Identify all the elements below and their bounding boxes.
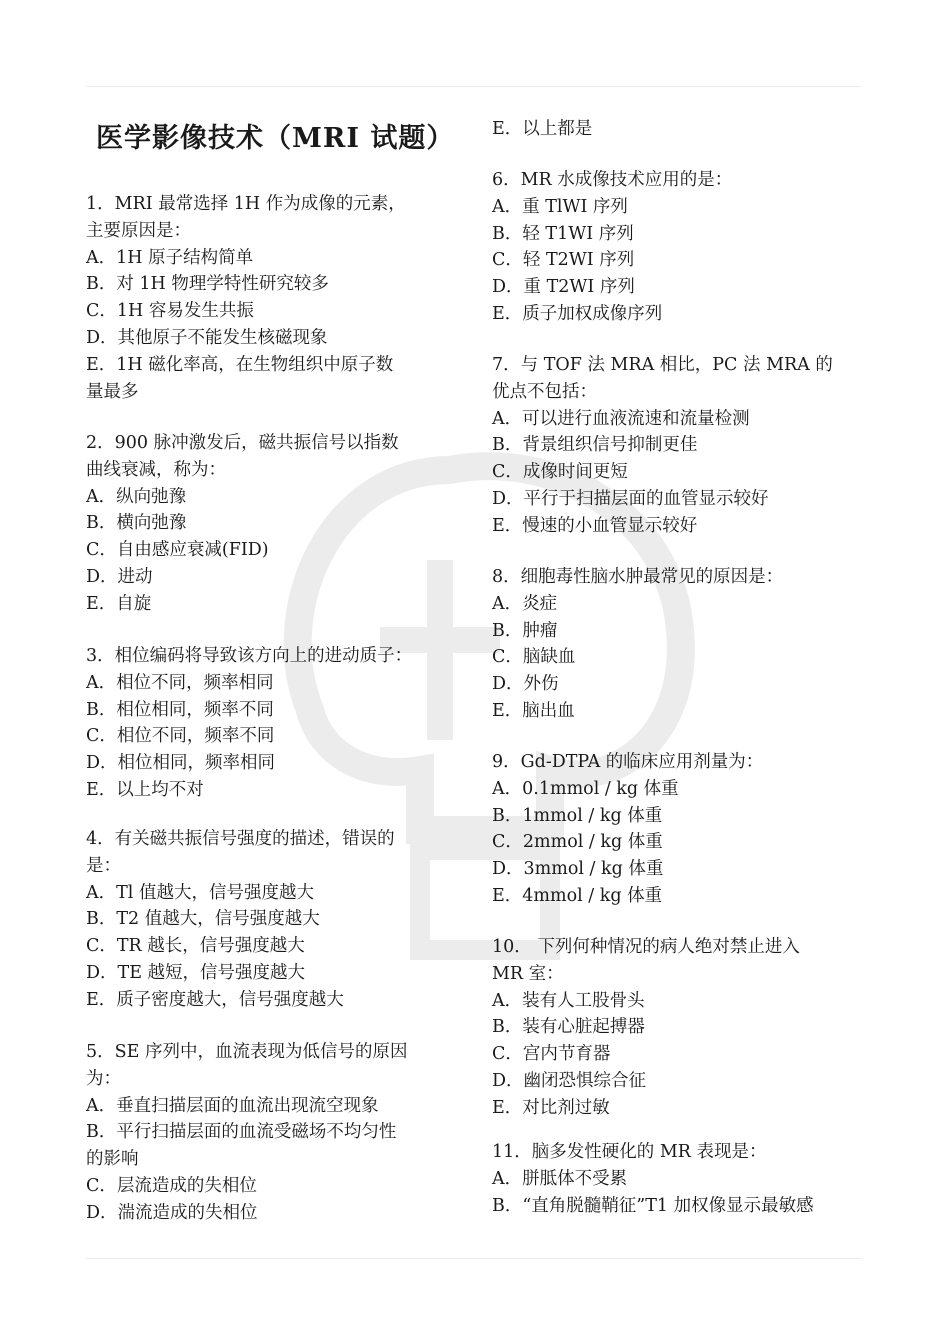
question-2 — [86, 430, 471, 618]
option-c: C．轻 T2WI 序列 — [492, 250, 635, 271]
question-10 — [492, 934, 872, 1122]
question-stem: 曲线衰减，称为： — [86, 459, 226, 480]
option-d: D．重 T2WI 序列 — [492, 277, 635, 298]
footer-rule — [86, 1258, 862, 1259]
option-e: E．脑出血 — [492, 700, 575, 721]
option-e: E．以上都是 — [492, 119, 593, 139]
option-e: E．4mmol / kg 体重 — [492, 885, 663, 906]
option-c: C．宫内节育器 — [492, 1044, 611, 1065]
option-b: B．横向弛豫 — [86, 513, 187, 534]
question-1 — [86, 191, 471, 405]
option-b: B．装有心脏起搏器 — [492, 1017, 645, 1038]
option-b: B．1mmol / kg 体重 — [492, 805, 663, 826]
option-e: E．以上均不对 — [86, 779, 204, 800]
option-d: D．相位相同，频率相同 — [86, 753, 276, 774]
question-stem: 2．900 脉冲激发后，磁共振信号以指数 — [86, 433, 399, 453]
option-a: A．装有人工股骨头 — [492, 990, 645, 1011]
question-3 — [86, 643, 471, 804]
option-a: A．重 TlWI 序列 — [492, 196, 628, 217]
option-c: C．1H 容易发生共振 — [86, 301, 254, 322]
option-a: A．炎症 — [492, 593, 558, 614]
question-5-continued — [492, 116, 872, 143]
option-b: B．T2 值越大，信号强度越大 — [86, 909, 320, 930]
option-e: E．1H 磁化率高，在生物组织中原子数 — [86, 354, 394, 375]
option-d: D．幽闭恐惧综合征 — [492, 1070, 647, 1091]
option-d: D．平行于扫描层面的血管显示较好 — [492, 488, 769, 509]
option-a: A．纵向弛豫 — [86, 486, 187, 507]
question-stem: 8．细胞毒性脑水肿最常见的原因是： — [492, 567, 784, 587]
question-stem: 3．相位编码将导致该方向上的进动质子： — [86, 646, 413, 666]
question-stem: 是： — [86, 855, 121, 876]
option-a: A．0.1mmol / kg 体重 — [492, 778, 679, 799]
option-d: D．3mmol / kg 体重 — [492, 859, 664, 880]
option-e: E．慢速的小血管显示较好 — [492, 515, 698, 536]
option-a: A．可以进行血液流速和流量检测 — [492, 408, 750, 429]
question-stem: 11．脑多发性硬化的 MR 表现是： — [492, 1142, 767, 1162]
option-b: B．平行扫描层面的血流受磁场不均匀性 — [86, 1122, 397, 1143]
option-a: A．相位不同，频率相同 — [86, 672, 274, 693]
question-6 — [492, 167, 872, 328]
question-stem: 优点不包括： — [492, 381, 597, 402]
option-a: A．胼胝体不受累 — [492, 1168, 628, 1189]
option-d: D．TE 越短，信号强度越大 — [86, 962, 306, 983]
option-c: C．脑缺血 — [492, 647, 576, 668]
question-stem: 4．有关磁共振信号强度的描述，错误的 — [86, 829, 395, 849]
option-b: B．相位相同，频率不同 — [86, 699, 274, 720]
option-b: B．背景组织信号抑制更佳 — [492, 435, 698, 456]
option-a: A．Tl 值越大，信号强度越大 — [86, 882, 314, 903]
question-4 — [86, 826, 471, 1014]
option-b: B．对 1H 物理学特性研究较多 — [86, 274, 329, 295]
header-rule — [86, 86, 862, 87]
option-d: D．外伤 — [492, 674, 559, 695]
option-c: C．2mmol / kg 体重 — [492, 832, 663, 853]
page-title: 医学影像技术（MRI 试题） — [96, 123, 455, 154]
question-11 — [492, 1139, 872, 1219]
question-stem: 9．Gd-DTPA 的临床应用剂量为： — [492, 752, 764, 772]
option-a: A．1H 原子结构简单 — [86, 247, 254, 268]
question-stem: 10． 下列何种情况的病人绝对禁止进入 — [492, 937, 800, 957]
option-e: E．对比剂过敏 — [492, 1097, 610, 1118]
option-a: A．垂直扫描层面的血流出现流空现象 — [86, 1095, 379, 1116]
option-e: E．质子密度越大，信号强度越大 — [86, 989, 344, 1010]
question-7 — [492, 352, 872, 540]
option-b: B．“直角脱髓鞘征”T1 加权像显示最敏感 — [492, 1195, 814, 1216]
option-e: E．自旋 — [86, 593, 152, 614]
option-b: B．肿瘤 — [492, 620, 558, 641]
question-stem: MR 室： — [492, 963, 564, 984]
option-b: B．轻 T1WI 序列 — [492, 223, 634, 244]
option-e: E．质子加权成像序列 — [492, 303, 663, 324]
question-stem: 1．MRI 最常选择 1H 作为成像的元素， — [86, 194, 406, 214]
option-e-cont: 量最多 — [86, 381, 139, 402]
question-stem: 为： — [86, 1068, 121, 1089]
question-9 — [492, 749, 872, 910]
option-c: C．层流造成的失相位 — [86, 1175, 257, 1196]
option-d: D．进动 — [86, 566, 153, 587]
option-d: D．湍流造成的失相位 — [86, 1202, 258, 1223]
question-stem: 6．MR 水成像技术应用的是： — [492, 170, 733, 190]
question-stem: 7．与 TOF 法 MRA 相比，PC 法 MRA 的 — [492, 355, 833, 375]
question-8 — [492, 564, 872, 725]
option-c: C．相位不同，频率不同 — [86, 726, 275, 747]
option-c: C．自由感应衰减(FID) — [86, 540, 269, 561]
question-stem: 5．SE 序列中，血流表现为低信号的原因 — [86, 1042, 408, 1062]
option-c: C．成像时间更短 — [492, 462, 628, 483]
option-b-cont: 的影响 — [86, 1149, 139, 1170]
question-5 — [86, 1039, 471, 1227]
option-d: D．其他原子不能发生核磁现象 — [86, 327, 328, 348]
option-c: C．TR 越长，信号强度越大 — [86, 936, 305, 957]
question-stem: 主要原因是： — [86, 220, 191, 241]
